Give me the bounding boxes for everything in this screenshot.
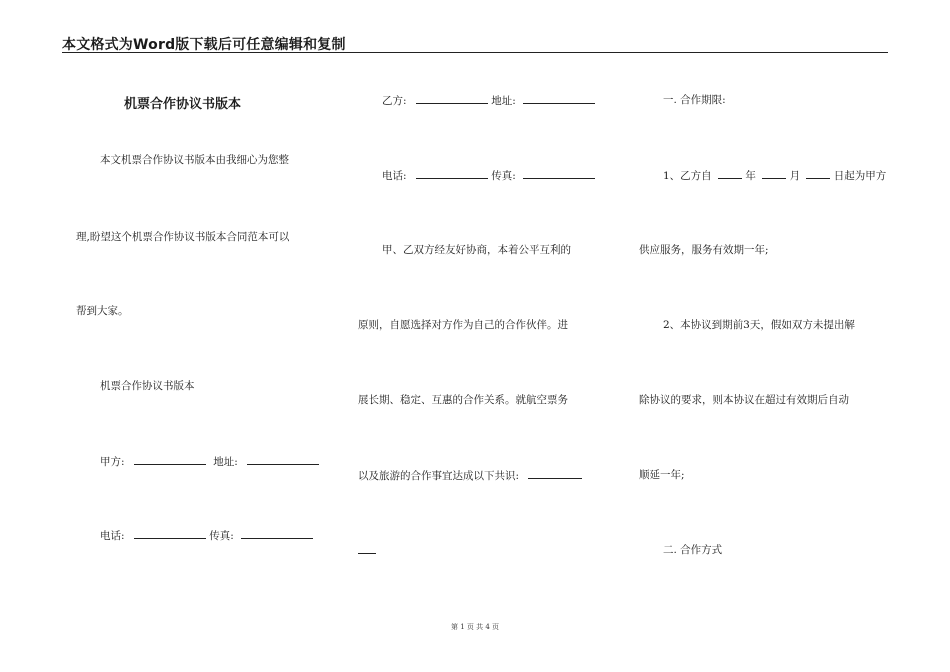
phone-b-blank[interactable] <box>416 168 488 179</box>
party-b-blank[interactable] <box>416 93 488 104</box>
agreement-para-line-1: 甲、乙双方经友好协商，本着公平互利的 <box>382 244 571 256</box>
intro-line-1: 本文机票合作协议书版本由我细心为您整 <box>100 154 289 166</box>
address-a-blank[interactable] <box>247 454 319 465</box>
document-title: 机票合作协议书版本 <box>124 97 242 112</box>
term-item-1-end: 日起为甲方 <box>833 170 887 182</box>
term-item-1-row <box>663 168 886 183</box>
fax-a-blank[interactable] <box>241 528 313 539</box>
start-day-blank[interactable] <box>806 168 830 179</box>
fax-b-label: 传真: <box>491 170 516 182</box>
phone-a-row <box>100 528 313 543</box>
agreement-para-line-3: 展长期、稳定、互惠的合作关系。就航空票务 <box>358 394 568 406</box>
party-a-row <box>100 454 319 469</box>
consensus-blank[interactable] <box>528 468 582 479</box>
consensus-label: 以及旅游的合作事宜达成以下共识: <box>358 470 520 482</box>
term-item-2-line-1: 2、本协议到期前3天，假如双方未提出解 <box>663 319 855 331</box>
page-number: 第 1 页 共 4 页 <box>450 623 500 631</box>
address-b-label: 地址: <box>491 95 516 107</box>
term-item-1-continued: 供应服务，服务有效期一年; <box>639 244 769 256</box>
agreement-para-line-4 <box>358 468 582 483</box>
agreement-para-line-5 <box>358 543 376 558</box>
consensus-blank-continued[interactable] <box>358 543 376 554</box>
term-item-2-line-2: 除协议的要求，则本协议在超过有效期后自动 <box>639 394 849 406</box>
phone-b-row <box>382 168 595 183</box>
start-month-blank[interactable] <box>762 168 786 179</box>
intro-line-3: 帮到大家。 <box>76 305 129 317</box>
party-b-row <box>382 93 595 108</box>
month-label: 月 <box>789 170 801 182</box>
term-item-1-start: 1、乙方自 <box>663 170 712 182</box>
term-item-2-line-3: 顺延一年; <box>639 469 685 481</box>
year-label: 年 <box>745 170 756 182</box>
party-a-label: 甲方: <box>100 456 125 468</box>
subtitle: 机票合作协议书版本 <box>100 380 195 392</box>
start-year-blank[interactable] <box>718 168 742 179</box>
address-a-label: 地址: <box>213 456 238 468</box>
party-a-blank[interactable] <box>134 454 206 465</box>
intro-line-2: 理,盼望这个机票合作协议书版本合同范本可以 <box>76 231 290 243</box>
section-method-heading: 二. 合作方式 <box>663 544 723 556</box>
fax-a-label: 传真: <box>209 530 234 542</box>
phone-a-blank[interactable] <box>134 528 206 539</box>
document-header-title: 本文格式为Word版下载后可任意编辑和复制 <box>62 37 346 53</box>
phone-b-label: 电话: <box>382 170 407 182</box>
section-term-heading: 一. 合作期限: <box>663 94 726 106</box>
address-b-blank[interactable] <box>523 93 595 104</box>
header-divider <box>62 52 888 53</box>
fax-b-blank[interactable] <box>523 168 595 179</box>
party-b-label: 乙方: <box>382 95 407 107</box>
phone-a-label: 电话: <box>100 530 125 542</box>
agreement-para-line-2: 原则，自愿选择对方作为自己的合作伙伴。进 <box>358 319 568 331</box>
